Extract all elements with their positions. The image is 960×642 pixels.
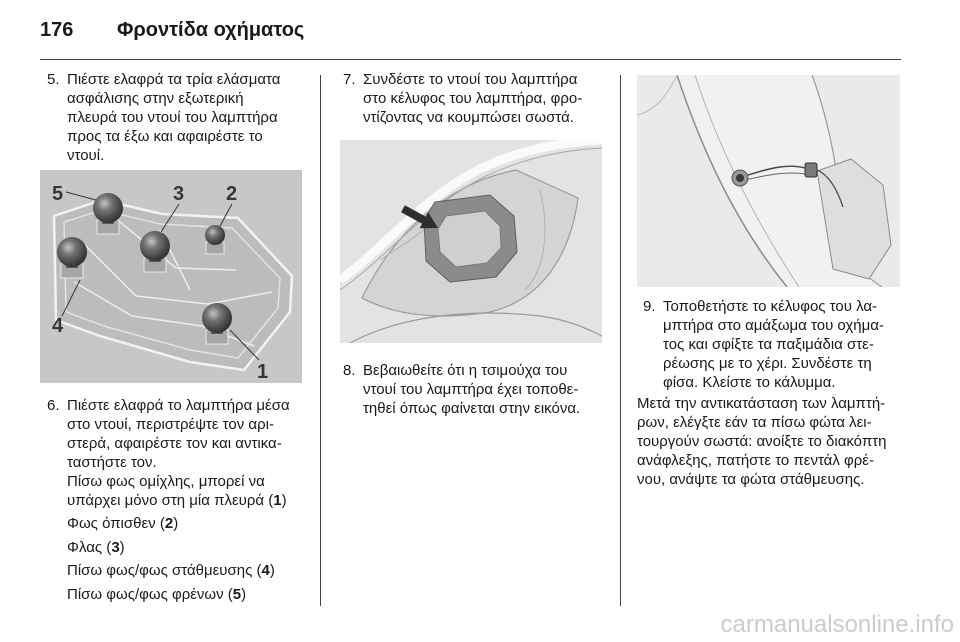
step-8	[343, 361, 580, 418]
header-rule	[40, 59, 901, 60]
step-line: φίσα. Κλείστε το κάλυμμα.	[663, 374, 836, 391]
bulb-2	[205, 225, 225, 254]
legend-text: Πίσω φως/φως φρένων (	[67, 586, 233, 603]
step-line: Συνδέστε το ντουί του λαμπτήρα	[363, 71, 578, 88]
step-line: πλευρά του ντουί του λαμπτήρα	[67, 109, 278, 126]
seal-opening	[438, 211, 501, 267]
legend-text: Φως όπισθεν (	[67, 515, 165, 532]
step-number: 6.	[47, 397, 60, 414]
step-5	[47, 70, 280, 165]
step-7	[343, 70, 582, 127]
note-line: ανάφλεξης, πατήστε το πεντάλ φρέ-	[637, 452, 874, 469]
bulb-glass	[93, 193, 123, 223]
callout-2: 2	[226, 183, 238, 205]
bulb-1	[202, 303, 232, 344]
legend-ref-number: 3	[111, 539, 120, 556]
step-number: 7.	[343, 71, 356, 88]
step-line: Πιέστε ελαφρά τα τρία ελάσματα	[67, 71, 281, 88]
legend-line	[67, 585, 246, 604]
bulb-4	[57, 237, 87, 278]
mounting-stud	[736, 174, 744, 182]
callout-1: 1	[257, 361, 269, 383]
figure-lamp-seal	[340, 140, 602, 343]
step-line: ντουί του λαμπτήρα έχει τοποθε-	[363, 381, 579, 398]
step-number: 5.	[47, 71, 60, 88]
bulb-glass	[205, 225, 225, 245]
bulb-5	[93, 193, 123, 234]
legend-item-fog-light	[67, 472, 287, 510]
vehicle-body-illustration	[637, 75, 900, 287]
figure-bulb-holder	[40, 170, 302, 383]
lamp-housing-illustration	[340, 140, 602, 343]
legend-item-tail-brake-light	[67, 585, 246, 604]
legend-text: υπάρχει μόνο στη μία πλευρά (	[67, 492, 274, 509]
legend-close-paren: )	[281, 492, 287, 509]
legend-ref-number: 4	[261, 562, 270, 579]
callout-5: 5	[52, 183, 64, 205]
note-line: Μετά την αντικατάσταση των λαμπτή-	[637, 395, 886, 412]
bulb-glass	[202, 303, 232, 333]
section-title: Φροντίδα οχήματος	[117, 19, 305, 41]
step-line: ντουί.	[67, 147, 105, 164]
legend-line	[67, 561, 275, 580]
legend-item-turn-signal	[67, 538, 125, 557]
column-divider-2	[620, 75, 621, 606]
connector-plug	[805, 163, 817, 177]
legend-ref-number: 1	[273, 492, 282, 509]
legend-ref-number: 2	[164, 515, 174, 532]
note-line: τουργούν σωστά: ανοίξτε το διακόπτη	[637, 433, 887, 450]
step-line: Πιέστε ελαφρά το λαμπτήρα μέσα	[67, 397, 290, 414]
legend-line: Πίσω φως ομίχλης, μπορεί να	[67, 473, 265, 490]
legend-ref-number: 5	[232, 586, 242, 603]
legend-close-paren: )	[269, 562, 275, 579]
step-line: Βεβαιωθείτε ότι η τσιμούχα του	[363, 362, 568, 379]
note-paragraph	[637, 394, 886, 489]
legend-item-reversing-light	[67, 514, 178, 533]
legend-line	[67, 514, 178, 533]
callout-4: 4	[52, 315, 64, 337]
note-line: νου, ανάψτε τα φώτα στάθμευσης.	[637, 471, 865, 488]
legend-line	[67, 538, 125, 557]
bulb-3	[140, 231, 170, 272]
step-line: ασφάλισης στην εξωτερική	[67, 90, 244, 107]
legend-line	[67, 491, 287, 510]
step-line: τος και σφίξτε τα παξιμάδια στε-	[663, 336, 874, 353]
bulb-glass	[140, 231, 170, 261]
legend-close-paren: )	[119, 539, 125, 556]
step-line: στερά, αφαιρέστε τον και αντικα-	[67, 435, 282, 452]
legend-text: Φλας (	[67, 539, 112, 556]
step-line: ταστήστε τον.	[67, 454, 157, 471]
step-9	[643, 297, 884, 392]
bulb-holder-illustration	[40, 170, 302, 383]
step-line: τηθεί όπως φαίνεται στην εικόνα.	[363, 400, 581, 417]
bulb-glass	[57, 237, 87, 267]
step-number: 9.	[643, 298, 656, 315]
callout-3: 3	[173, 183, 185, 205]
legend-close-paren: )	[173, 515, 179, 532]
step-line: στο κέλυφος του λαμπτήρα, φρο-	[363, 90, 583, 107]
note-line: ρων, ελέγξτε εάν τα πίσω φώτα λει-	[637, 414, 872, 431]
legend-item-tail-parking-light	[67, 561, 275, 580]
step-line: στο ντουί, περιστρέψτε τον αρι-	[67, 416, 274, 433]
step-line: ντίζοντας να κουμπώσει σωστά.	[363, 109, 574, 126]
column-divider-1	[320, 75, 321, 606]
step-line: ρέωσης με το χέρι. Συνδέστε τη	[663, 355, 872, 372]
step-number: 8.	[343, 362, 356, 379]
step-line: μπτήρα στο αμάξωμα του οχήμα-	[663, 317, 884, 334]
legend-close-paren: )	[241, 586, 247, 603]
step-line: προς τα έξω και αφαιρέστε το	[67, 128, 263, 145]
step-6	[47, 396, 290, 472]
figure-vehicle-body	[637, 75, 900, 287]
legend-text: Πίσω φως/φως στάθμευσης (	[67, 562, 262, 579]
step-line: Τοποθετήστε το κέλυφος του λα-	[663, 298, 878, 315]
watermark: carmanualsonline.info	[720, 611, 954, 638]
page-number: 176	[40, 19, 74, 41]
